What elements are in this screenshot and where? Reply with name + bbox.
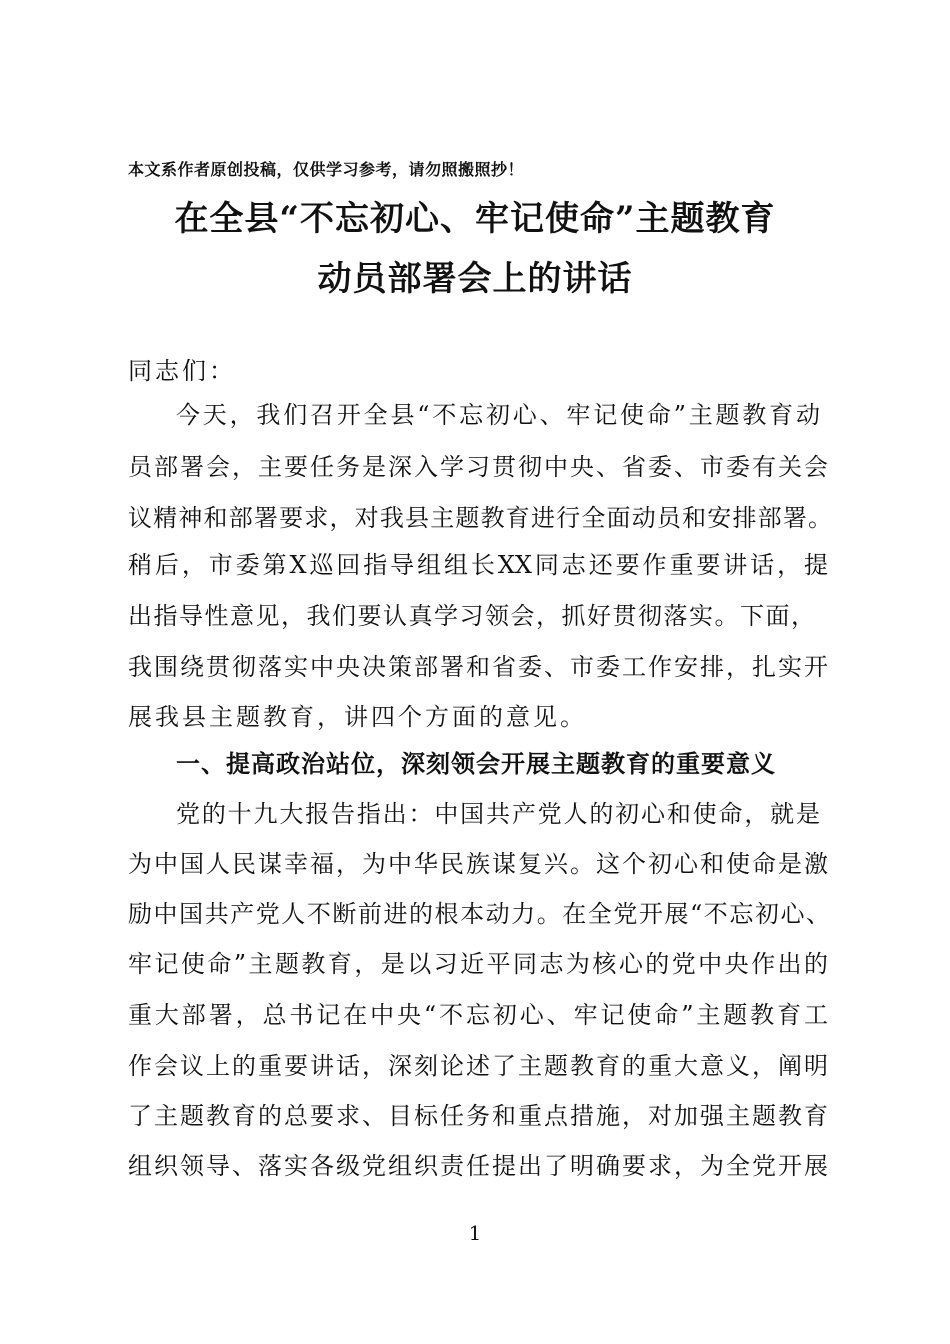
paragraph-line: 议精神和部署要求，对我县主题教育进行全面动员和安排部署。 — [128, 504, 832, 532]
paragraph-line: 励中国共产党人不断前进的根本动力。在全党开展“不忘初心、 — [128, 900, 830, 928]
paragraph-line: 为中国人民谋幸福，为中华民族谋复兴。这个初心和使命是激 — [128, 850, 828, 878]
paragraph-line: 作会议上的重要讲话，深刻论述了主题教育的重大意义，阐明 — [128, 1052, 828, 1080]
page-number: 1 — [468, 1221, 482, 1245]
paragraph-line: 稍后，市委第X巡回指导组组长XX同志还要作重要讲话，提 — [128, 551, 828, 579]
paragraph-line: 党的十九大报告指出：中国共产党人的初心和使命，就是 — [176, 800, 820, 828]
paragraph-line: 出指导性意见，我们要认真学习领会，抓好贯彻落实。下面， — [128, 602, 815, 630]
paragraph-line: 牢记使命”主题教育，是以习近平同志为核心的党中央作出的 — [128, 950, 828, 978]
section-heading: 一、提高政治站位，深刻领会开展主题教育的重要意义 — [176, 749, 776, 778]
copyright-notice: 本文系作者原创投稿，仅供学习参考，请勿照搬照抄！ — [128, 160, 525, 179]
document-title-line-1: 在全县“不忘初心、牢记使命”主题教育 — [174, 199, 776, 239]
salutation: 同志们： — [128, 357, 236, 385]
paragraph-line: 组织领导、落实各级党组织责任提出了明确要求，为全党开展 — [128, 1152, 828, 1180]
paragraph-line: 展我县主题教育，讲四个方面的意见。 — [128, 703, 587, 731]
paragraph-line: 了主题教育的总要求、目标任务和重点措施，对加强主题教育 — [128, 1102, 828, 1130]
document-title-line-2: 动员部署会上的讲话 — [317, 259, 633, 299]
paragraph-line: 重大部署，总书记在中央“不忘初心、牢记使命”主题教育工 — [128, 1001, 828, 1029]
paragraph-line: 我围绕贯彻落实中央决策部署和省委、市委工作安排，扎实开 — [128, 653, 828, 681]
paragraph-line: 今天，我们召开全县“不忘初心、牢记使命”主题教育动 — [176, 401, 820, 429]
paragraph-line: 员部署会，主要任务是深入学习贯彻中央、省委、市委有关会 — [128, 453, 828, 481]
